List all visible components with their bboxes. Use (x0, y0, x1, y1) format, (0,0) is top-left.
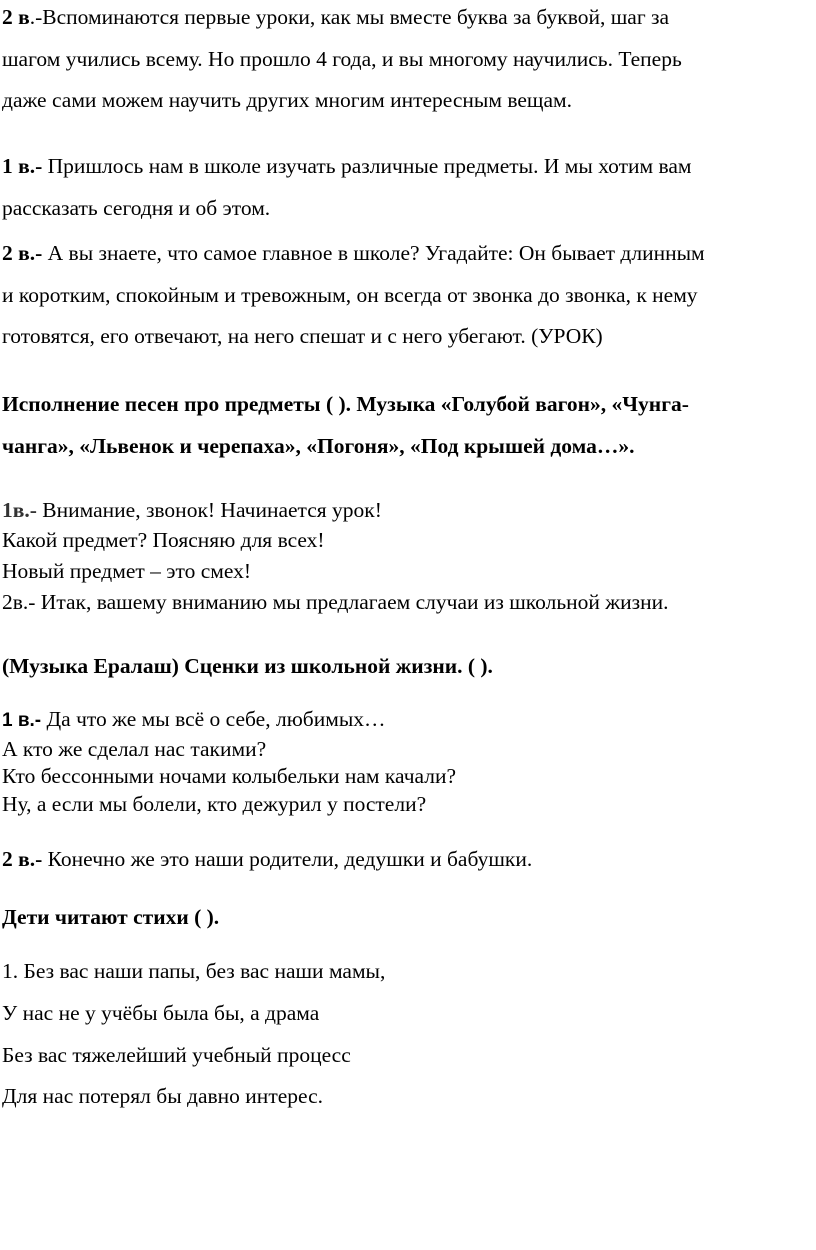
speaker-label: 1в.- (2, 498, 37, 522)
paragraph-line (2, 240, 705, 266)
paragraph-line (2, 497, 382, 523)
paragraph-line: 2в.- Итак, вашему вниманию мы предлагаем случаи из школьной жизни. (2, 590, 669, 614)
paragraph-line: Кто бессонными ночами колыбельки нам качали? (2, 764, 457, 788)
speaker-label: 1 в.- (2, 710, 42, 731)
paragraph-line: Ну, а если мы болели, кто дежурил у постели? (2, 792, 427, 816)
paragraph-line (2, 153, 692, 179)
speaker-label: 1 в.- (2, 154, 43, 178)
section-heading: Дети читают стихи ( ). (2, 905, 220, 929)
line-text: Да что же мы всё о себе, любимых… (41, 707, 386, 731)
paragraph-line: готовятся, его отвечают, на него спешат и с него убегают. (УРОК) (2, 324, 603, 348)
poem-line: У нас не у учёбы была бы, а драма (2, 1001, 320, 1025)
line-text: Внимание, звонок! Начинается урок! (36, 498, 382, 522)
paragraph-line: рассказать сегодня и об этом. (2, 196, 271, 220)
section-heading: Исполнение песен про предметы ( ). Музыка «Голубой вагон», «Чунга- (2, 392, 689, 416)
paragraph-line: Новый предмет – это смех! (2, 559, 252, 583)
line-text: А вы знаете, что самое главное в школе? Угадайте: Он бывает длинным (42, 241, 705, 265)
paragraph-line: шагом учились всему. Но прошло 4 года, и вы многому научились. Теперь (2, 47, 682, 71)
paragraph-line (2, 4, 669, 30)
line-text: .-Вспоминаются первые уроки, как мы вместе буква за буквой, шаг за (29, 5, 670, 29)
section-heading: (Музыка Ералаш) Сценки из школьной жизни. ( ). (2, 654, 493, 678)
speaker-label: 2 в.- (2, 241, 43, 265)
poem-line: Без вас тяжелейший учебный процесс (2, 1043, 351, 1067)
paragraph-line (2, 846, 532, 872)
paragraph-line (2, 706, 386, 734)
paragraph-line: даже сами можем научить других многим интересным вещам. (2, 88, 572, 112)
speaker-label: 2 в.- (2, 847, 43, 871)
speaker-label: 2 в (2, 5, 30, 29)
line-text: Пришлось нам в школе изучать различные предметы. И мы хотим вам (42, 154, 692, 178)
paragraph-line: А кто же сделал нас такими? (2, 737, 267, 761)
poem-line: 1. Без вас наши папы, без вас наши мамы, (2, 959, 386, 983)
line-text: Конечно же это наши родители, дедушки и бабушки. (42, 847, 533, 871)
section-heading: чанга», «Львенок и черепаха», «Погоня», «Под крышей дома…». (2, 434, 635, 458)
paragraph-line: Какой предмет? Поясняю для всех! (2, 528, 325, 552)
paragraph-line: и коротким, спокойным и тревожным, он всегда от звонка до звонка, к нему (2, 283, 698, 307)
poem-line: Для нас потерял бы давно интерес. (2, 1084, 323, 1108)
